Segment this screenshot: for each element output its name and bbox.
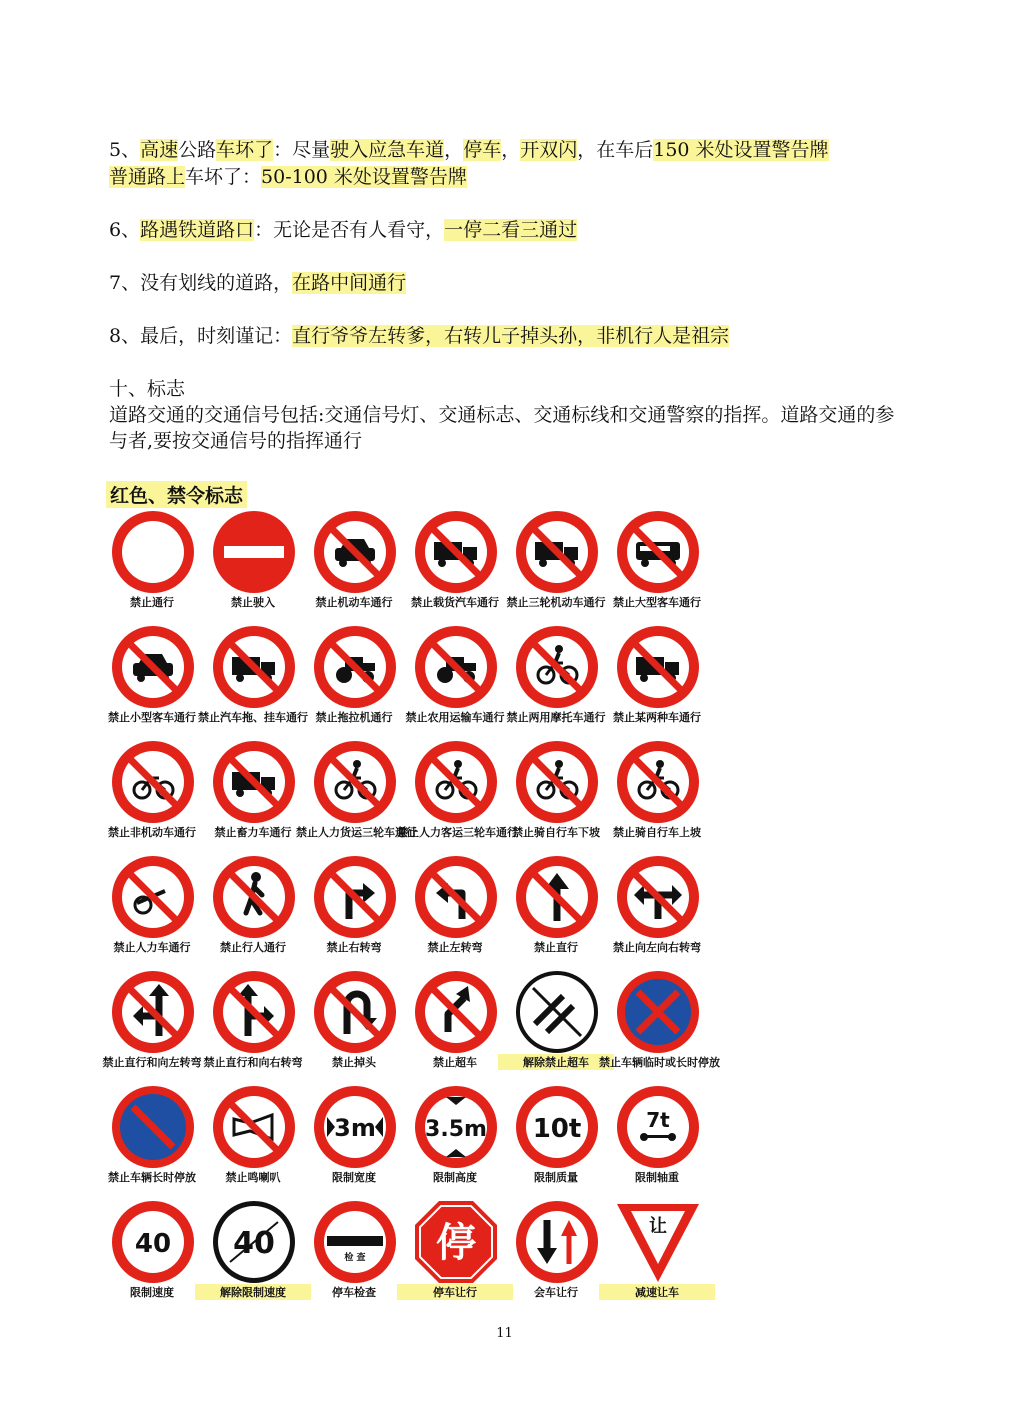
sign-caption: 禁止直行 [534, 941, 578, 954]
traffic-sign-icon [614, 738, 702, 826]
text-segment: 直行爷爷左转爹，右转儿子掉头孙，非机行人是祖宗 [292, 325, 730, 347]
svg-text:让: 让 [649, 1216, 667, 1237]
sign-caption: 禁止左转弯 [427, 941, 483, 954]
sign-3-4 [397, 738, 518, 848]
traffic-sign-icon [210, 968, 298, 1056]
sign-caption: 禁止车辆临时或长时停放 [599, 1056, 720, 1069]
sign-caption: 禁止拖拉机通行 [315, 711, 393, 724]
text-segment: ， [501, 139, 521, 161]
sign-3-6 [605, 738, 709, 848]
sign-1-6 [605, 508, 709, 618]
traffic-sign-icon [109, 968, 197, 1056]
text-segment: 停车 [463, 139, 502, 161]
sign-caption: 禁止通行 [130, 596, 174, 609]
sign-1-5 [504, 508, 608, 618]
sign-2-4 [403, 623, 507, 733]
traffic-sign-icon [513, 1198, 601, 1286]
sign-6-6 [605, 1083, 709, 1193]
traffic-sign-icon [412, 968, 500, 1056]
sign-caption: 停车让行 [397, 1284, 513, 1300]
text-segment: 车坏了 [216, 139, 274, 161]
sign-4-2 [201, 853, 305, 963]
text-segment: 8、最后，时刻谨记： [109, 325, 293, 347]
sign-caption: 禁止车辆长时停放 [108, 1171, 196, 1184]
traffic-sign-icon [513, 853, 601, 941]
subheading: 红色、禁令标志 [106, 481, 247, 508]
sign-6-3 [302, 1083, 406, 1193]
text-segment: 50-100 米处设置警告牌 [261, 166, 467, 188]
text-segment: ：尽量 [273, 139, 331, 161]
sign-6-4 [403, 1083, 507, 1193]
sign-caption: 禁止骑自行车下坡 [512, 826, 600, 839]
sign-5-1 [100, 968, 204, 1078]
traffic-sign-icon [311, 508, 399, 596]
sign-2-3 [302, 623, 406, 733]
text-segment: 5、 [109, 139, 141, 161]
sign-5-6 [599, 968, 720, 1078]
sign-4-5 [504, 853, 608, 963]
sign-caption: 禁止三轮机动车通行 [506, 596, 606, 609]
traffic-sign-icon [311, 623, 399, 711]
sign-caption: 禁止某两种车通行 [613, 711, 701, 724]
svg-text:检 查: 检 查 [344, 1253, 366, 1263]
sign-2-6 [605, 623, 709, 733]
traffic-sign-icon [513, 968, 601, 1056]
svg-text:40: 40 [134, 1229, 172, 1259]
traffic-sign-icon [210, 508, 298, 596]
traffic-sign-icon [311, 968, 399, 1056]
traffic-sign-icon [412, 623, 500, 711]
sign-7-1 [100, 1198, 204, 1308]
sign-1-1 [100, 508, 204, 618]
traffic-sign-icon [210, 623, 298, 711]
svg-text:7t: 7t [646, 1108, 670, 1132]
sign-5-2 [201, 968, 305, 1078]
sign-4-4 [403, 853, 507, 963]
traffic-sign-icon [311, 853, 399, 941]
traffic-sign-icon [614, 1083, 702, 1171]
svg-text:10t: 10t [532, 1114, 582, 1144]
traffic-sign-icon [412, 1198, 500, 1286]
text-segment: 6、 [109, 219, 141, 241]
sign-caption: 禁止行人通行 [220, 941, 286, 954]
traffic-sign-icon [412, 853, 500, 941]
sign-caption: 限制高度 [433, 1171, 477, 1184]
svg-text:3m: 3m [334, 1114, 376, 1142]
sign-caption: 禁止驶入 [231, 596, 275, 609]
text-segment: 驶入应急车道 [330, 139, 445, 161]
text-segment: 开双闪 [520, 139, 578, 161]
sign-caption: 禁止鸣喇叭 [225, 1171, 281, 1184]
sign-5-3 [302, 968, 406, 1078]
sign-5-5 [504, 968, 608, 1078]
text-line-5 [109, 323, 729, 349]
sign-caption: 禁止非机动车通行 [108, 826, 196, 839]
sign-caption: 禁止骑自行车上坡 [613, 826, 701, 839]
sign-caption: 禁止人力客运三轮车通行 [397, 826, 518, 839]
sign-6-2 [201, 1083, 305, 1193]
text-segment: ， [444, 139, 464, 161]
sign-caption: 禁止右转弯 [326, 941, 382, 954]
sign-caption: 解除限制速度 [195, 1284, 311, 1300]
text-segment: 车坏了： [185, 166, 262, 188]
traffic-sign-icon [109, 1083, 197, 1171]
text-segment: 路遇铁道路口 [140, 219, 255, 241]
traffic-sign-icon [614, 623, 702, 711]
text-line-3 [109, 217, 577, 243]
sign-caption: 禁止超车 [433, 1056, 477, 1069]
sign-caption: 停车检查 [332, 1286, 376, 1299]
sign-7-2 [201, 1198, 305, 1308]
sign-3-5 [504, 738, 608, 848]
sign-caption: 禁止机动车通行 [315, 596, 393, 609]
sign-caption: 会车让行 [534, 1286, 578, 1299]
sign-caption: 禁止小型客车通行 [108, 711, 196, 724]
sign-2-5 [504, 623, 608, 733]
sign-caption: 禁止载货汽车通行 [411, 596, 499, 609]
sign-7-4 [403, 1198, 507, 1308]
traffic-sign-icon [109, 623, 197, 711]
text-segment: 公路 [178, 139, 217, 161]
sign-grid [100, 508, 720, 1308]
sign-caption: 减速让车 [599, 1284, 715, 1300]
svg-text:3.5m: 3.5m [425, 1117, 487, 1142]
traffic-sign-icon [614, 1198, 702, 1286]
traffic-sign-icon [513, 738, 601, 826]
traffic-sign-icon [412, 508, 500, 596]
text-line-1 [109, 137, 829, 163]
traffic-sign-icon [109, 1198, 197, 1286]
sign-4-6 [605, 853, 709, 963]
traffic-sign-icon [513, 623, 601, 711]
sign-caption: 限制轴重 [635, 1171, 679, 1184]
sign-6-1 [100, 1083, 204, 1193]
text-segment: 150 米处设置警告牌 [653, 139, 829, 161]
svg-text:停: 停 [436, 1220, 476, 1266]
text-segment: 7、没有划线的道路， [109, 272, 293, 294]
traffic-sign-icon [311, 738, 399, 826]
sign-7-5 [504, 1198, 608, 1308]
text-segment: 在路中间通行 [292, 272, 407, 294]
sign-caption: 禁止两用摩托车通行 [506, 711, 606, 724]
sign-caption: 禁止大型客车通行 [613, 596, 701, 609]
sign-caption: 禁止农用运输车通行 [405, 711, 505, 724]
sign-caption: 禁止直行和向右转弯 [203, 1056, 303, 1069]
sign-7-3 [302, 1198, 406, 1308]
sign-3-1 [100, 738, 204, 848]
traffic-sign-icon [109, 738, 197, 826]
sign-caption: 限制质量 [534, 1171, 578, 1184]
traffic-sign-icon [109, 508, 197, 596]
traffic-sign-icon [513, 1083, 601, 1171]
sign-caption: 禁止人力车通行 [113, 941, 191, 954]
traffic-sign-icon [412, 1083, 500, 1171]
traffic-sign-icon [109, 853, 197, 941]
sign-caption: 解除禁止超车 [498, 1054, 614, 1070]
traffic-sign-icon [210, 1083, 298, 1171]
page-number: 11 [496, 1326, 513, 1341]
traffic-sign-icon [513, 508, 601, 596]
sign-caption: 禁止畜力车通行 [214, 826, 292, 839]
sign-3-3 [296, 738, 417, 848]
traffic-sign-icon [614, 853, 702, 941]
sign-6-5 [504, 1083, 608, 1193]
sign-7-6 [605, 1198, 709, 1308]
sign-4-1 [100, 853, 204, 963]
text-line-4 [109, 270, 406, 296]
traffic-sign-icon [614, 508, 702, 596]
sign-3-2 [201, 738, 305, 848]
traffic-sign-icon [311, 1083, 399, 1171]
text-line-2 [109, 164, 467, 190]
sign-caption: 禁止汽车拖、挂车通行 [198, 711, 308, 724]
sign-4-3 [302, 853, 406, 963]
text-segment: ，在车后 [577, 139, 654, 161]
sign-caption: 禁止人力货运三轮车通行 [296, 826, 417, 839]
sign-caption: 限制速度 [130, 1286, 174, 1299]
text-segment: ：无论是否有人看守， [254, 219, 445, 241]
text-segment: 高速 [140, 139, 179, 161]
svg-text:40: 40 [233, 1226, 275, 1261]
traffic-sign-icon [210, 1198, 298, 1286]
sign-caption: 禁止掉头 [332, 1056, 376, 1069]
sign-2-1 [100, 623, 204, 733]
sign-1-4 [403, 508, 507, 618]
sign-1-3 [302, 508, 406, 618]
sign-5-4 [403, 968, 507, 1078]
traffic-sign-icon [311, 1198, 399, 1286]
section-title: 十、标志 [109, 378, 186, 400]
traffic-sign-icon [210, 738, 298, 826]
sign-1-2 [201, 508, 305, 618]
sign-caption: 限制宽度 [332, 1171, 376, 1184]
traffic-sign-icon [614, 968, 702, 1056]
traffic-sign-icon [210, 853, 298, 941]
sign-caption: 禁止直行和向左转弯 [102, 1056, 202, 1069]
text-segment: 普通路上 [109, 166, 186, 188]
text-segment: 一停二看三通过 [444, 219, 578, 241]
sign-2-2 [198, 623, 308, 733]
traffic-sign-icon [412, 738, 500, 826]
sign-caption: 禁止向左向右转弯 [613, 941, 701, 954]
paragraph: 道路交通的交通信号包括:交通信号灯、交通标志、交通标线和交通警察的指挥。道路交通的参与者,要按交通信号的指挥通行 [109, 404, 895, 452]
